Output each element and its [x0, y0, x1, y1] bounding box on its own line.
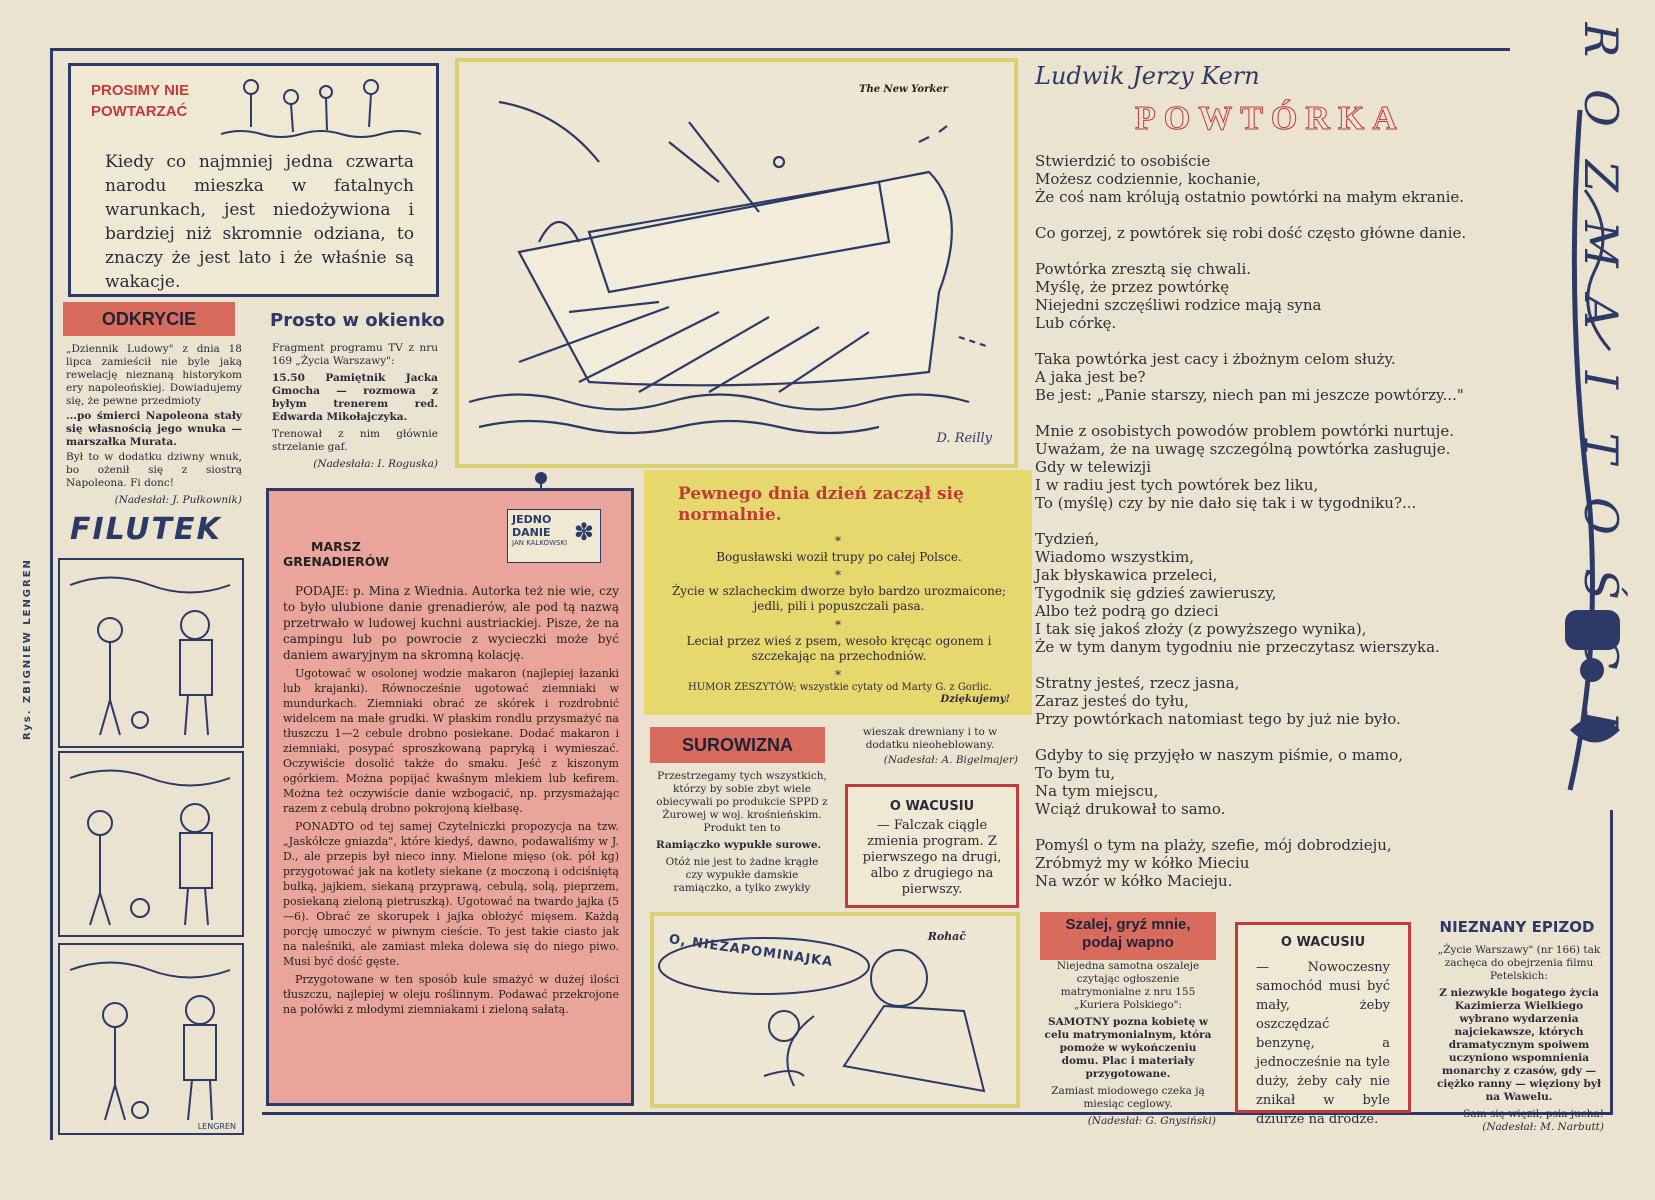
filutek-panel-2 — [58, 751, 244, 937]
masthead-letter: I — [1574, 710, 1628, 730]
wacus1-body: — Falczak ciągle zmienia program. Z pierwszego na drugi, albo z drugiego na pierwszy. — [862, 818, 1002, 897]
poem-line: Lub córkę. — [1035, 314, 1117, 332]
pewnego-star-4: * — [835, 668, 841, 682]
surowizna-header: SUROWIZNA — [650, 727, 825, 763]
top-border — [50, 48, 1510, 51]
okienko-header: Prosto w okienko — [270, 310, 445, 331]
poem-line: Co gorzej, z powtórek się robi dość często główne danie. — [1035, 224, 1467, 242]
pewnego-star-2: * — [835, 568, 841, 582]
okienko-text — [272, 342, 438, 471]
rohac-signature: Rohač — [927, 930, 966, 943]
wacus2-box — [1235, 922, 1411, 1127]
cartoonist-credit: Rys. ZBIGNIEW LENGREN — [22, 558, 33, 740]
poem-stanza — [1035, 746, 1505, 818]
masthead-letter: T — [1574, 432, 1628, 464]
pewnego-thanks: Dziękujemy! — [940, 694, 1010, 705]
prosimy-body: Kiedy co najmniej jedna czwarta narodu mieszka w fatalnych warunkach, jest niedożywiona i bardziej niż skromnie odziana, to znaczy że jest lato i że właśnie są wakacje. — [105, 152, 414, 292]
boat-drawing — [459, 62, 1014, 464]
filutek-panel-1-drawing — [60, 560, 242, 746]
filutek-title: FILUTEK — [70, 512, 222, 547]
poem-line: Stratny jesteś, rzecz jasna, — [1035, 674, 1240, 692]
odkrycie-p2: ...po śmierci Napoleona stały się własnością jego wnuka — marszałka Murata. — [66, 410, 242, 448]
pewnego-header: Pewnego dnia dzień zaczął się normalnie. — [678, 484, 964, 525]
poem-author: Ludwik Jerzy Kern — [1035, 62, 1260, 90]
masthead-letter: M — [1574, 220, 1628, 268]
prosimy-title-line2: POWTARZAĆ — [91, 103, 188, 120]
pewnego-item-2: Życie w szlacheckim dworze było bardzo urozmaicone; jedli, pili i popuszczali pasa. — [671, 584, 1007, 613]
pewnego-star-3: * — [835, 618, 841, 632]
poem-line: To (myślę) czy by nie dało się tak i w tygodniku?... — [1035, 494, 1417, 512]
szalej-credit: (Nadesłał: G. Gnysiński) — [1087, 1115, 1216, 1127]
epizod-text — [1434, 944, 1604, 1134]
surowizna-p4: wieszak drewniany i to w dodatku nieoheblowany. — [862, 726, 998, 751]
surowizna-p2: Ramiączko wypukłe surowe. — [656, 839, 822, 851]
poem-stanza — [1035, 530, 1505, 656]
wacus1-box — [845, 784, 1019, 908]
poem-line: Tygodnik się gdzieś zawieruszy, — [1035, 584, 1277, 602]
poem-line: A jaka jest be? — [1035, 368, 1146, 386]
poem-line: Wiadomo wszystkim, — [1035, 548, 1195, 566]
odkrycie-credit: (Nadesłał: J. Pułkownik) — [114, 494, 242, 506]
poem-line: To bym tu, — [1035, 764, 1116, 782]
poem-line: Powtórka zresztą się chwali. — [1035, 260, 1252, 278]
prosimy-title-line1: PROSIMY NIE — [91, 82, 190, 99]
surowizna-credit: (Nadesłał: A. Bigelmajer) — [883, 754, 1018, 766]
poem-line: Możesz codziennie, kochanie, — [1035, 170, 1261, 188]
masthead-letters — [1566, 6, 1636, 754]
pewnego-star-1: * — [835, 534, 841, 548]
poem-line: Pomyśl o tym na plaży, szefie, mój dobrodzieju, — [1035, 836, 1392, 854]
epizod-header: NIEZNANY EPIZOD — [1439, 918, 1595, 936]
masthead-letter: R — [1574, 22, 1628, 58]
poem-stanza — [1035, 836, 1505, 890]
bathers-illustration — [221, 72, 421, 147]
poem-line: Be jest: „Panie starszy, niech pan mi jeszcze powtórzy..." — [1035, 386, 1464, 404]
wacus2-header: O WACUSIU — [1280, 935, 1366, 950]
okienko-p2: 15.50 Pamiętnik Jacka Gmocha — rozmowa z byłym trenerem red. Edwarda Mikołajczyka. — [272, 372, 438, 423]
marsz-title-line2: GRENADIERÓW — [283, 554, 390, 569]
poem-line: Myślę, że przez powtórkę — [1035, 278, 1230, 296]
pewnego-item-3: Leciał przez wieś z psem, wesoło kręcąc ogonem i szczekając na przechodniów. — [686, 634, 992, 663]
filutek-panel-2-drawing — [60, 753, 242, 935]
szalej-text — [1040, 960, 1216, 1128]
right-border — [1610, 810, 1613, 1115]
poem-stanza — [1035, 224, 1505, 242]
surowizna-p3: Otóż nie jest to żadne krągłe czy wypukłe damskie ramiączko, a tylko zwykły — [665, 856, 819, 894]
szalej-header-line1: Szalej, gryź mnie, — [1065, 916, 1191, 933]
surowizna-text-right — [842, 726, 1018, 767]
pewnego-humor: HUMOR ZESZYTÓW; wszystkie cytaty od Marty G. z Gorlic. — [688, 682, 992, 693]
odkrycie-header: ODKRYCIE — [63, 302, 235, 336]
odkrycie-p1: „Dziennik Ludowy" z dnia 18 lipca zamieścił nie byle jaką rewelację nieznaną historykom ery napoleońskiej. Dowiadujemy się, że pewne przedmioty — [66, 343, 242, 407]
rohac-speech: O, NIEZAPOMINAJKA — [667, 932, 834, 971]
okienko-p1: Fragment programu TV z nru 169 „Życia Warszawy": — [272, 342, 438, 367]
poem-line: Uważam, że na uwagę szczególną powtórka zasługuje. — [1035, 440, 1451, 458]
masthead-letter: Z — [1574, 160, 1628, 192]
poem-line: Tydzień, — [1035, 530, 1100, 548]
marsz-text — [283, 583, 619, 1020]
marsz-title — [283, 539, 389, 569]
masthead-letter: A — [1574, 295, 1628, 329]
prosimy-box — [68, 63, 439, 297]
logo-line2: DANIE — [512, 526, 551, 539]
marsz-p4: Przygotowane w ten sposób kule smażyć w dużej ilości tłuszczu, najlepiej w oleju roślinnym. Podawać przekrojone na połówki z młodymi ziemniakami i zieloną sałatą. — [283, 973, 619, 1016]
poem-stanza — [1035, 674, 1505, 728]
boat-cartoon-signature: D. Reilly — [936, 431, 992, 446]
marsz-box — [266, 488, 634, 1106]
poem-stanza — [1035, 422, 1505, 512]
left-border — [50, 48, 53, 1140]
flower-icon: ✽ — [573, 518, 594, 546]
szalej-header — [1040, 912, 1216, 960]
boat-cartoon — [455, 58, 1018, 468]
filutek-panel-3 — [58, 943, 244, 1135]
okienko-p3: Trenował z nim głównie strzelanie gaf. — [272, 428, 438, 453]
epizod-p3: Sam się więził, psia jucha! — [1463, 1108, 1604, 1120]
szalej-p3: Zamiast miodowego czeka ją miesiąc ceglowy. — [1051, 1085, 1205, 1110]
szalej-p2: SAMOTNY pozna kobietę w celu matrymonialnym, która pomoże w wykończeniu domu. Plac i materiały przygotowane. — [1044, 1016, 1212, 1080]
filutek-strip — [58, 558, 246, 1138]
logo-line1: JEDNO — [512, 513, 552, 526]
poem-line: Zaraz jesteś do tyłu, — [1035, 692, 1189, 710]
masthead-letter: O — [1574, 89, 1628, 127]
poem-title: POWTÓRKA — [1135, 100, 1405, 137]
jedno-danie-logo — [507, 509, 601, 563]
marsz-p3: PONADTO od tej samej Czytelniczki propozycja na tzw. „Jaskółcze gniazda", które kiedyś, dawno, podawaliśmy w J. D., ale przepis był nieco inny. Mielone mięso (ok. pół kg) przygotować jak na kotlety siekane (z moczoną i odciśniętą bułką, jajkiem, siekaną przyprawą, cebulą, solą, pieprzem, posiekaną zieloną pietruszką). Ugotować na twardo jajka (5—6). Obrać ze skorupek i jajka obłożyć mięsem. Każdą porcję umoczyć w piwnym cieście. To jest takie ciasto jak na naleśniki, ale zamiast mleka dolewa się do niego piwo. Musi być dość gęste. — [283, 820, 619, 968]
poem-line: Zróbmyż my w kółko Mieciu — [1035, 854, 1250, 872]
masthead-letter: O — [1574, 497, 1628, 535]
marsz-p2: Ugotować w osolonej wodzie makaron (najlepiej łazanki lub krajanki). Równocześnie ugotować ziemniaki w mundurkach. Ziemniaki obrać ze skórek i rozdrobnić widelcem na małe grudki. W płaskim rondlu przysmażyć na tłuszczu 1—2 cebule drobno posiekane. Dodać makaron i ziemniaki, posypać sproszkowaną papryką i wymieszać. Oczywiście dosolić także do smaku. Jeść z kiszonym ogórkiem. Można popijać kwaśnym mlekiem lub kefirem. Można też oczywiście danie wzbogacić, np. przysmażając razem z cebulą drobno pokrojoną kiełbasę. — [283, 667, 619, 815]
szalej-p1: Niejedna samotna oszaleje czytając ogłoszenie matrymonialne z nru 155 „Kuriera Polskiego": — [1056, 960, 1200, 1011]
marsz-title-line1: MARSZ — [311, 539, 361, 554]
wacus1-header: O WACUSIU — [889, 799, 975, 814]
filutek-signature: LENGREN — [197, 1122, 236, 1131]
poem-line: Na wzór w kółko Macieju. — [1035, 872, 1233, 890]
boat-cartoon-source: The New Yorker — [859, 84, 948, 95]
surowizna-text-left — [656, 770, 828, 895]
pewnego-box — [644, 470, 1032, 715]
poem-stanza — [1035, 260, 1505, 332]
odkrycie-text — [66, 343, 242, 507]
poem-line: Że w tym danym tygodniu nie przeczytasz wierszyka. — [1035, 638, 1440, 656]
prosimy-title — [91, 80, 189, 122]
filutek-panel-1 — [58, 558, 244, 748]
poem-line: Niejedni szczęśliwi rodzice mają syna — [1035, 296, 1322, 314]
poem-line: Mnie z osobistych powodów problem powtórki nurtuje. — [1035, 422, 1454, 440]
poem-line: Gdy w telewizji — [1035, 458, 1152, 476]
epizod-p2: Z niezwykle bogatego życia Kazimierza Wielkiego wybrano wydarzenia najciekawsze, których dramatycznym spoiwem uczyniono wspomnienia monarchy z czasów, gdy — ciężko ranny — więziony był na Wawelu. — [1436, 987, 1601, 1103]
masthead-letter: C — [1574, 634, 1628, 670]
poem-stanza — [1035, 152, 1505, 206]
pewnego-item-1: Bogusławski woził trupy po całej Polsce. — [716, 550, 962, 564]
poem-line: Albo też podrą go dzieci — [1035, 602, 1219, 620]
poem-line: Gdyby to się przyjęło w naszym piśmie, o mamo, — [1035, 746, 1404, 764]
okienko-credit: (Nadesłała: I. Roguska) — [313, 458, 438, 470]
poem-line: Że coś nam królują ostatnio powtórki na małym ekranie. — [1035, 188, 1465, 206]
poem-line: Taka powtórka jest cacy i żbożnym celom służy. — [1035, 350, 1396, 368]
marsz-p1: PODAJE: p. Mina z Wiednia. Autorka też nie wie, czy to było ulubione danie grenadierów, ale pod tą nazwą przetrwało w ludowej kuchni austriackiej. Pisze, że na campingu lub po powrocie z wycieczki może być daniem awaryjnym na skromną kolację. — [283, 584, 619, 662]
poem-line: Na tym miejscu, — [1035, 782, 1159, 800]
poem-line: Stwierdzić to osobiście — [1035, 152, 1211, 170]
masthead-letter: I — [1574, 370, 1628, 390]
szalej-header-line2: podaj wapno — [1082, 934, 1174, 951]
poem-body — [1035, 152, 1505, 908]
rohac-cartoon — [650, 912, 1020, 1108]
epizod-p1: „Życie Warszawy" (nr 166) tak zachęca do obejrzenia filmu Petelskich: — [1437, 944, 1601, 982]
masthead-letter: Ś — [1574, 568, 1628, 600]
poem-stanza — [1035, 350, 1505, 404]
poem-line: I tak się jakoś złoży (z powyższego wynika), — [1035, 620, 1367, 638]
logo-author: JAN KALKOWSKI — [512, 539, 568, 547]
surowizna-p1: Przestrzegamy tych wszystkich, którzy by sobie zbyt wiele obiecywali po produkcie SPPD z Żurowej w woj. krośnieńskim. Produkt ten to — [656, 770, 828, 834]
poem-line: Jak błyskawica przeleci, — [1035, 566, 1218, 584]
poem-line: I w radiu jest tych powtórek bez liku, — [1035, 476, 1319, 494]
poem-line: Wciąż drukował to samo. — [1035, 800, 1226, 818]
odkrycie-p3: Był to w dodatku dziwny wnuk, bo ożenił się z siostrą Napoleona. Fi donc! — [66, 451, 242, 489]
filutek-panel-3-drawing — [60, 945, 242, 1133]
wacus2-body: — Nowoczesny samochód musi być mały, żeby oszczędzać benzynę, a jednocześnie na tyle duży, żeby cały nie znikał w byle dziurze na drodze. — [1256, 960, 1390, 1127]
poem-line: Przy powtórkach natomiast tego by już nie było. — [1035, 710, 1401, 728]
epizod-credit: (Nadesłał: M. Narbutt) — [1482, 1121, 1604, 1133]
